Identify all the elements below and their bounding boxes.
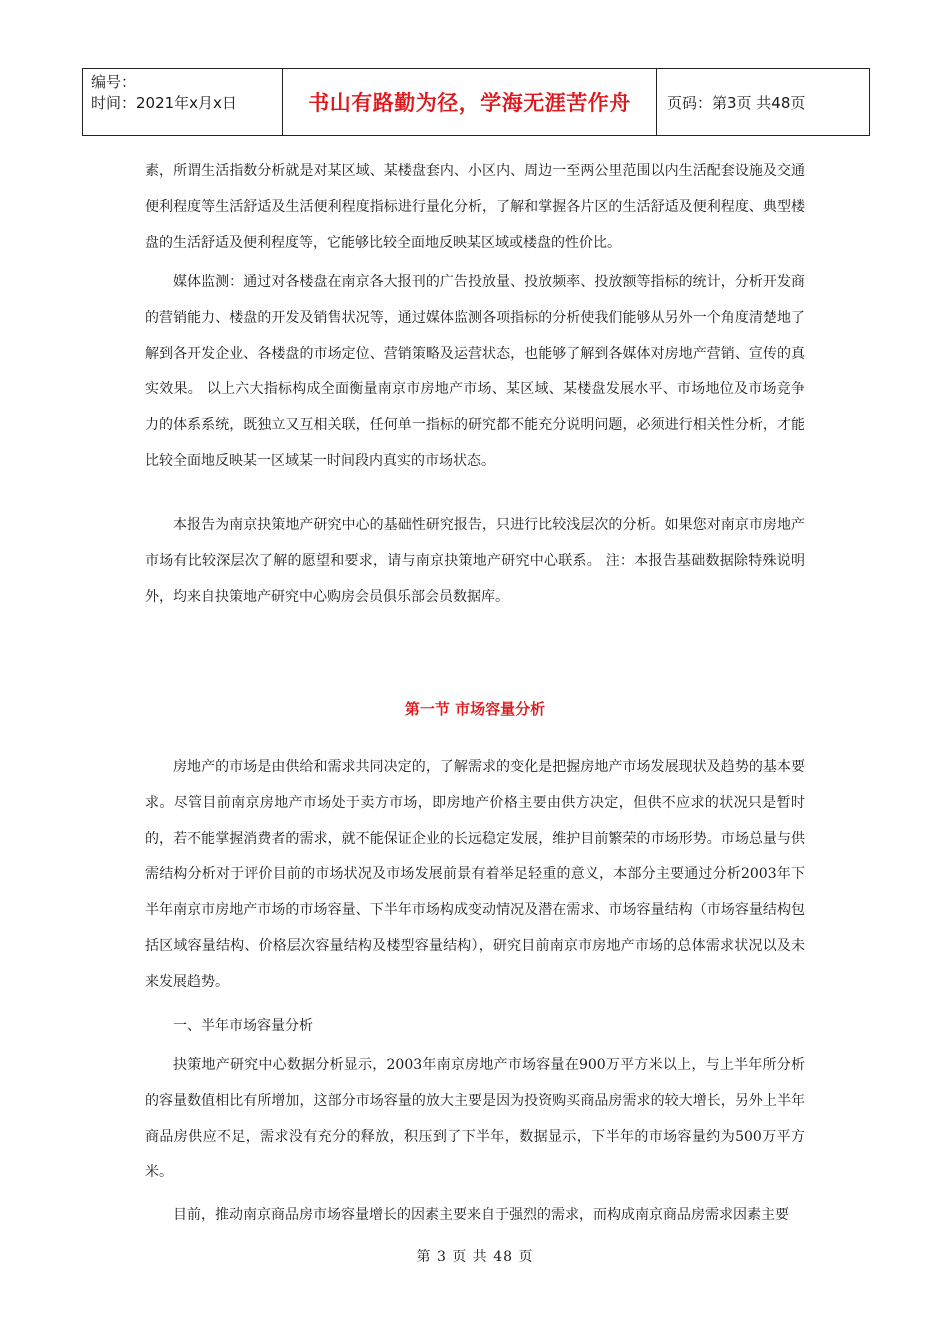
document-number-label: 编号： (91, 73, 137, 91)
paragraph-life-index: 素，所谓生活指数分析就是对某区域、某楼盘套内、小区内、周边一至两公里范围以内生活配套设施及交通便利程度等生活舒适及生活便利程度指标进行量化分析，了解和掌握各片区的生活舒适及便利程度、典型楼盘的生活舒适及便利程度等，它能够比较全面地反映某区域或楼盘的性价比。 (145, 163, 805, 251)
paragraph-report-note: 本报告为南京抉策地产研究中心的基础性研究报告，只进行比较浅层次的分析。如果您对南京市房地产市场有比较深层次了解的愿望和要求，请与南京抉策地产研究中心联系。 注：本报告基础数据除特殊说明外，均来自抉策地产研究中心购房会员俱乐部会员数据库。 (145, 517, 805, 605)
subheading: 一、半年市场容量分析 (173, 1018, 313, 1034)
paragraph-demand-factors: 目前，推动南京商品房市场容量增长的因素主要来自于强烈的需求，而构成南京商品房需求因素主要 (173, 1207, 789, 1223)
document-date-label: 时间：2021年x月x日 (91, 94, 237, 112)
header-info-cell (83, 69, 283, 135)
header-motto: 书山有路勤为径，学海无涯苦作舟 (283, 69, 657, 135)
paragraph-capacity-data: 抉策地产研究中心数据分析显示，2003年南京房地产市场容量在900万平方米以上，与上半年所分析的容量数值相比有所增加，这部分市场容量的放大主要是因为投资购买商品房需求的较大增长，另外上半年商品房供应不足，需求没有充分的释放，积压到了下半年，数据显示，下半年的市场容量约为500万平方米。 (145, 1057, 805, 1181)
header-table (82, 68, 870, 136)
section-title: 第一节 市场容量分析 (404, 700, 546, 718)
paragraph-market-intro: 房地产的市场是由供给和需求共同决定的，了解需求的变化是把握房地产市场发展现状及趋势的基本要求。尽管目前南京房地产市场处于卖方市场，即房地产价格主要由供方决定，但供不应求的状况只是暂时的，若不能掌握消费者的需求，就不能保证企业的长远稳定发展，维护目前繁荣的市场形势。市场总量与供需结构分析对于评价目前的市场状况及市场发展前景有着举足轻重的意义，本部分主要通过分析2003年下半年南京市房地产市场的市场容量、下半年市场构成变动情况及潜在需求、市场容量结构（市场容量结构包括区域容量结构、价格层次容量结构及楼型容量结构），研究目前南京市房地产市场的总体需求状况以及未来发展趋势。 (145, 759, 805, 990)
paragraph-media-monitoring: 媒体监测：通过对各楼盘在南京各大报刊的广告投放量、投放频率、投放额等指标的统计，分析开发商的营销能力、楼盘的开发及销售状况等，通过媒体监测各项指标的分析使我们能够从另外一个角度清楚地了解到各开发企业、各楼盘的市场定位、营销策略及运营状态，也能够了解到各媒体对房地产营销、宣传的真实效果。 以上六大指标构成全面衡量南京市房地产市场、某区域、某楼盘发展水平、市场地位及市场竞争力的体系系统，既独立又互相关联，任何单一指标的研究都不能充分说明问题，必须进行相关性分析，才能比较全面地反映某一区域某一时间段内真实的市场状态。 (145, 274, 805, 469)
header-page-code: 页码：第3页 共48页 (667, 93, 806, 112)
page-footer: 第 3 页 共 48 页 (416, 1249, 534, 1265)
